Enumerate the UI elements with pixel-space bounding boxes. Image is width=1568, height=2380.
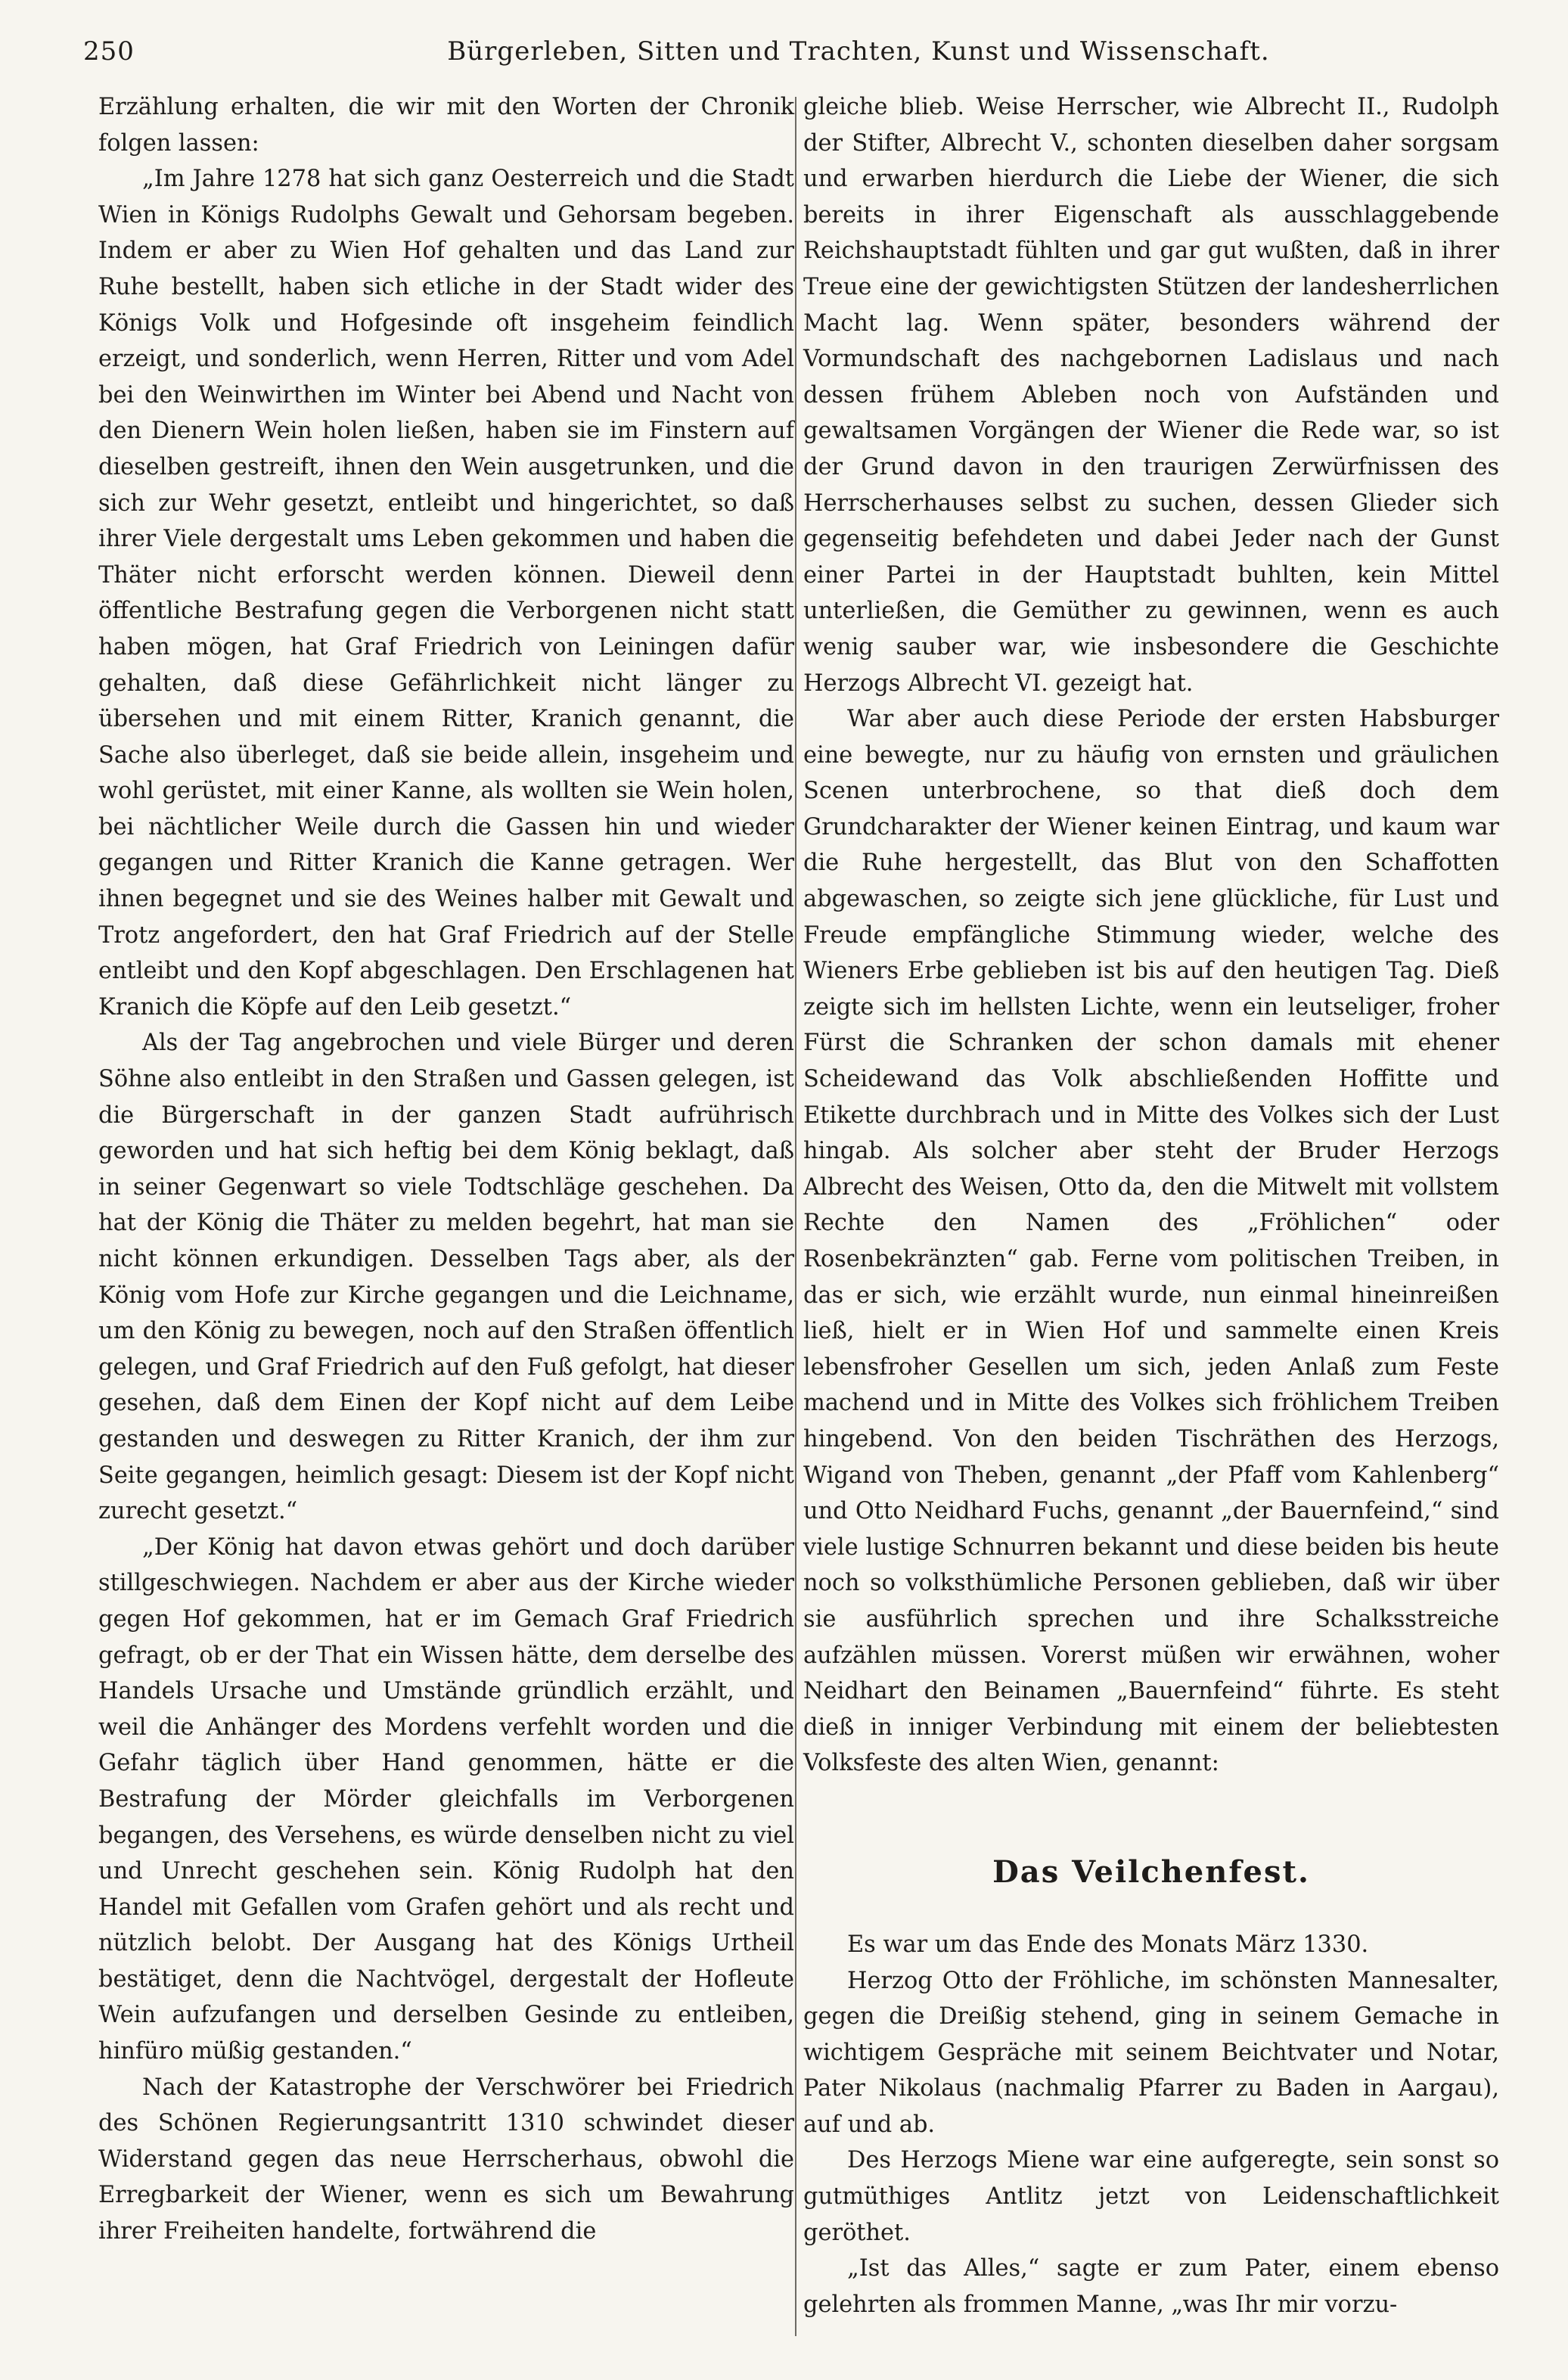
paragraph: „Im Jahre 1278 hat sich ganz Oesterreich und die Stadt Wien in Königs Rudolphs Gewalt und Gehorsam begeben. Indem er aber zu Wien Hof gehalten und das Land zur Ruhe bestellt, haben sich etliche in der Stadt wider des Königs Volk und Hofgesinde oft insgeheim feindlich erzeigt, und sonderlich, wenn Herren, Ritter und vom Adel bei den Weinwirthen im Winter bei Abend und Nacht von den Dienern Wein holen ließen, haben sie im Finstern auf dieselben gestreift, ihnen den Wein ausgetrunken, und die sich zur Wehr gesetzt, entleibt und hingerichtet, so daß ihrer Viele dergestalt ums Leben gekommen und haben die Thäter nicht erforscht werden können. Dieweil denn öffentliche Bestrafung gegen die Verborgenen nicht statt haben mögen, hat Graf Friedrich von Leiningen dafür gehalten, daß diese Gefährlichkeit nicht länger zu übersehen und mit einem Ritter, Kranich genannt, die Sache also überleget, daß sie beide allein, insgeheim und wohl gerüstet, mit einer Kanne, als wollten sie Wein holen, bei nächtlicher Weile durch die Gassen hin und wieder gegangen und Ritter Kranich die Kanne getragen. Wer ihnen begegnet und sie des Weines halber mit Gewalt und Trotz angefordert, den hat Graf Friedrich auf der Stelle entleibt und den Kopf abgeschlagen. Den Erschlagenen hat Kranich die Köpfe auf den Leib gesetzt.“ — [98, 166, 794, 1021]
page-number: 250 — [83, 36, 135, 67]
paragraph: Des Herzogs Miene war eine aufgeregte, sein sonst so gutmüthiges Antlitz jetzt von Leidenschaftlichkeit geröthet. — [803, 2147, 1499, 2246]
paragraph: Nach der Katastrophe der Verschwörer bei Friedrich des Schönen Regierungsantritt 1310 schwindet dieser Widerstand gegen das neue Herrscherhaus, obwohl die Erregbarkeit der Wiener, wenn es sich um Bewahrung ihrer Freiheiten handelte, fortwährend die — [98, 2074, 794, 2245]
running-head — [83, 29, 1498, 74]
paragraph: „Ist das Alles,“ sagte er zum Pater, einem ebenso gelehrten als frommen Manne, „was Ihr mir vorzu- — [803, 2255, 1499, 2318]
paragraph: gleiche blieb. Weise Herrscher, wie Albrecht II., Rudolph der Stifter, Albrecht V., schonten dieselben daher sorgsam und erwarben hierdurch die Liebe der Wiener, die sich bereits in ihrer Eigenschaft als ausschlaggebende Reichshauptstadt fühlten und gar gut wußten, daß in ihrer Treue eine der gewichtigsten Stützen der landesherrlichen Macht lag. Wenn später, besonders während der Vormundschaft des nachgebornen Ladislaus und nach dessen frühem Ableben noch von Aufständen und gewaltsamen Vorgängen der Wiener die Rede war, so ist der Grund davon in den traurigen Zerwürfnissen des Herrscherhauses selbst zu suchen, dessen Glieder sich gegenseitig befehdeten und dabei Jeder nach der Gunst einer Partei in der Hauptstadt buhlten, kein Mittel unterließen, die Gemüther zu gewinnen, wenn es auch wenig sauber war, wie insbesondere die Geschichte Herzogs Albrecht VI. gezeigt hat. — [803, 94, 1499, 697]
left-column — [98, 89, 794, 2351]
right-column — [803, 89, 1499, 2351]
paragraph: Herzog Otto der Fröhliche, im schönsten Mannesalter, gegen die Dreißig stehend, ging in seinem Gemache in wichtigem Gespräche mit seinem Beichtvater und Notar, Pater Nikolaus (nachmalig Pfarrer zu Baden in Aargau), auf und ab. — [803, 1967, 1499, 2138]
paragraph: Es war um das Ende des Monats März 1330. — [847, 1931, 1369, 1958]
page-header-title: Bürgerleben, Sitten und Trachten, Kunst und Wissenschaft. — [447, 36, 1270, 67]
paragraph: Erzählung erhalten, die wir mit den Worten der Chronik folgen lassen: — [98, 94, 794, 157]
paragraph: War aber auch diese Periode der ersten Habsburger eine bewegte, nur zu häufig von ernsten und gräulichen Scenen unterbrochene, so that dieß doch dem Grundcharakter der Wiener keinen Eintrag, und kaum war die Ruhe hergestellt, das Blut von den Schaffotten abgewaschen, so zeigte sich jene glückliche, für Lust und Freude empfängliche Stimmung wieder, welche des Wieners Erbe geblieben ist bis auf den heutigen Tag. Dieß zeigte sich im hellsten Lichte, wenn ein leutseliger, froher Fürst die Schranken der schon damals mit ehener Scheidewand das Volk abschließenden Hoffitte und Etikette durchbrach und in Mitte des Volkes sich der Lust hingab. Als solcher aber steht der Bruder Herzogs Albrecht des Weisen, Otto da, den die Mitwelt mit vollstem Rechte den Namen des „Fröhlichen“ oder Rosenbekränzten“ gab. Ferne vom politischen Treiben, in das er sich, wie erzählt wurde, nun einmal hineinreißen ließ, hielt er in Wien Hof und sammelte einen Kreis lebensfroher Gesellen um sich, jeden Anlaß zum Feste machend und in Mitte des Volkes sich fröhlichem Treiben hingebend. Von den beiden Tischräthen des Herzogs, Wigand von Theben, genannt „der Pfaff vom Kahlenberg“ und Otto Neidhard Fuchs, genannt „der Bauernfeind,“ sind viele lustige Schnurren bekannt und diese beiden bis heute noch so volksthümliche Personen geblieben, daß wir über sie ausführlich sprechen und ihre Schalksstreiche aufzählen müssen. Vorerst müßen wir erwähnen, woher Neidhart den Beinamen „Bauernfeind“ führte. Es steht dieß in inniger Verbindung mit einem der beliebtesten Volksfeste des alten Wien, genannt: — [803, 706, 1499, 1777]
paragraph: „Der König hat davon etwas gehört und doch darüber stillgeschwiegen. Nachdem er aber aus der Kirche wieder gegen Hof gekommen, hat er im Gemach Graf Friedrich gefragt, ob er der That ein Wissen hätte, dem derselbe des Handels Ursache und Umstände gründlich erzählt, und weil die Anhänger des Mordens verfehlt worden und die Gefahr täglich über Hand genommen, hätte er die Bestrafung der Mörder gleichfalls im Verborgenen begangen, des Versehens, es würde denselben nicht zu viel und Unrecht geschehen sein. König Rudolph hat den Handel mit Gefallen vom Grafen gehört und als recht und nützlich belobt. Der Ausgang hat des Königs Urtheil bestätiget, denn die Nachtvögel, dergestalt der Hofleute Wein aufzufangen und derselben Gesinde zu entleiben, hinfüro müßig gestanden.“ — [98, 1533, 794, 2065]
paragraph: Als der Tag angebrochen und viele Bürger und deren Söhne also entleibt in den Straßen und Gassen gelegen, ist die Bürgerschaft in der ganzen Stadt aufrührisch geworden und hat sich heftig bei dem König beklagt, daß in seiner Gegenwart so viele Todtschläge geschehen. Da hat der König die Thäter zu melden begehrt, hat man sie nicht können erkundigen. Desselben Tags aber, als der König vom Hofe zur Kirche gegangen und die Leichname, um den König zu bewegen, noch auf den Straßen öffentlich gelegen, und Graf Friedrich auf den Fuß gefolgt, hat dieser gesehen, daß dem Einen der Kopf nicht auf dem Leibe gestanden und deswegen zu Ritter Kranich, der ihm zur Seite gegangen, heimlich gesagt: Diesem ist der Kopf nicht zurecht gesetzt.“ — [98, 1030, 794, 1525]
column-divider — [795, 97, 796, 2336]
section-title: Das Veilchenfest. — [992, 1853, 1310, 1890]
